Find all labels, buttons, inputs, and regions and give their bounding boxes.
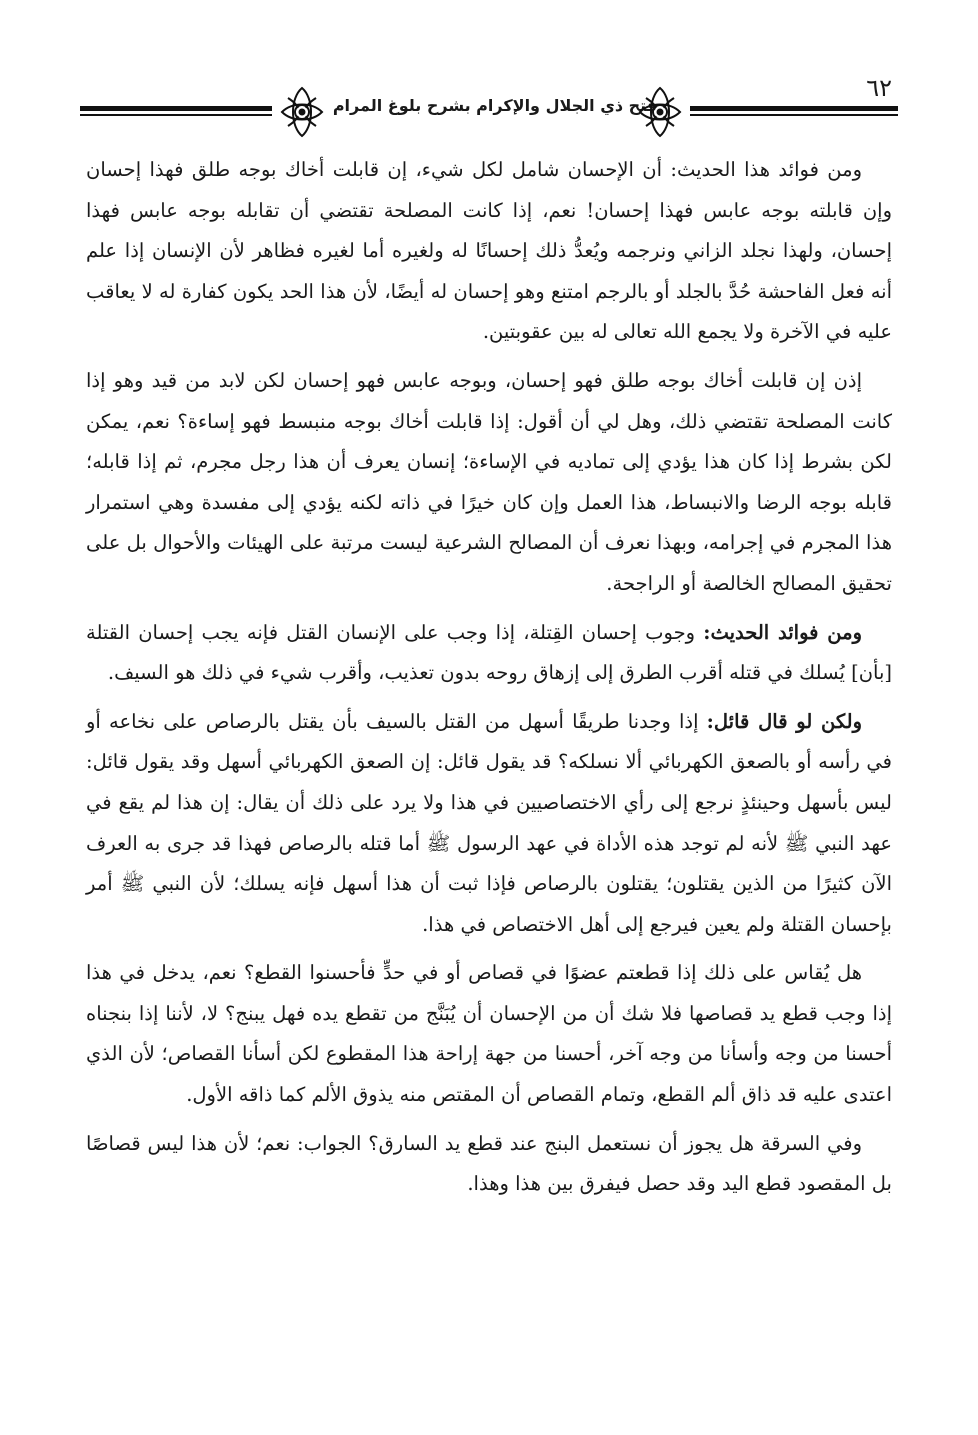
header-rule-right [690, 106, 898, 111]
header-rule-left-thin [80, 114, 272, 116]
paragraph: إذن إن قابلت أخاك بوجه طلق فهو إحسان، وبوجه عابس فهو إحسان لكن لابد من قيد وهو إذا كانت المصلحة تقتضي ذلك، وهل لي أن أقول: إذا قابلت أخاك بوجه منبسط فهو إساءة؟ نعم، يمكن لكن بشرط إذا كان هذا يؤدي إلى تماديه في الإساءة؛ إنسان يعرف أن هذا رجل مجرم، ثم إذا قابله؛ قابله بوجه الرضا والانبساط، هذا العمل وإن كان خيرًا في ذاته لكنه يؤدي إلى مفسدة وهي استمرار هذا المجرم في إجرامه، وبهذا نعرف أن المصالح الشرعية ليست مرتبة على الهيئات والأحوال بل على تحقيق المصالح الخالصة أو الراجحة. [86, 368, 892, 595]
paragraph: هل يُقاس على ذلك إذا قطعتم عضوًا في قصاص أو في حدٍّ فأحسنوا القطع؟ نعم، يدخل في هذا إذا وجب قطع يد قصاصها فلا شك أن من الإحسان أن يُبَنَّج من تقطع يده فهل يبنج؟ لا، لأننا إذا بنجناه أحسنا من وجه وأسأنا من وجه آخر، أحسنا من جهة إراحة هذا المقطوع لكن أسأنا القصاص؛ لأن الذي اعتدى عليه قد ذاق ألم القطع، وتمام القصاص أن المقتص منه يذوق الألم كما ذاقه الأول. [86, 961, 892, 1107]
paragraph: ومن فوائد هذا الحديث: أن الإحسان شامل لكل شيء، إن قابلت أخاك بوجه طلق فهذا إحسان وإن قابلته بوجه عابس فهذا إحسان! نعم، إذا كانت المصلحة تقتضي أن تقابله بوجه عابس فهذا إحسان، ولهذا نجلد الزاني ونرجمه ويُعدُّ ذلك إحسانًا له ولغيره أما لغيره فظاهر لأن الإنسان إذا علم أنه فعل الفاحشة حُدَّ بالجلد أو بالرجم امتنع وهو إحسان له أيضًا، لأن هذا الحد يكون كفارة له لا يعاقب عليه في الآخرة ولا يجمع الله تعالى له بين عقوبتين. [86, 158, 892, 344]
paragraph: ولكن لو قال قائل: إذا وجدنا طريقًا أسهل من القتل بالسيف بأن يقتل بالرصاص على نخاعه أو في رأسه أو بالصعق الكهربائي ألا نسلكه؟ قد يقول قائل: إن الصعق الكهربائي أسهل وقد يقول قائل: ليس بأسهل وحينئذٍ نرجع إلى رأي الاختصاصيين في هذا ولا يرد على ذلك أن يقال: إن هذا لم يقع في عهد النبي ﷺ لأنه لم توجد هذه الأداة في عهد الرسول ﷺ أما قتله بالرصاص فهذا قد جرى به العرف الآن كثيرًا من الذين يقتلون؛ يقتلون بالرصاص فإذا ثبت أن هذا أسهل فإنه يسلك؛ لأن النبي ﷺ أمر بإحسان القتلة ولم يعين فيرجع إلى أهل الاختصاص في هذا. [86, 709, 892, 936]
page-number: ٦٢ [866, 74, 892, 102]
floral-ornament-left-icon [274, 84, 330, 140]
header-rule-left [80, 106, 272, 111]
page-header [80, 68, 898, 148]
paragraph: ومن فوائد الحديث: وجوب إحسان القِتلة، إذا وجب على الإنسان القتل فإنه يجب إحسان القتلة [بأن] يُسلك في قتله أقرب الطرق إلى إزهاق روحه بدون تعذيب، وأقرب شيء في ذلك هو السيف. [86, 620, 892, 685]
paragraph-heading: ولكن لو قال قائل: [706, 709, 863, 733]
body-text [86, 150, 892, 1213]
floral-ornament-right-icon [632, 84, 688, 140]
paragraph: وفي السرقة هل يجوز أن نستعمل البنج عند قطع يد السارق؟ الجواب: نعم؛ لأن هذا ليس قصاصًا بل المقصود قطع اليد وقد حصل فيفرق بين هذا وهذا. [86, 1131, 892, 1196]
header-rule-right-thin [690, 114, 898, 116]
paragraph-heading: ومن فوائد الحديث: [703, 620, 862, 644]
running-title: فتح ذي الجلال والإكرام بشرح بلوغ المرام [332, 96, 658, 115]
